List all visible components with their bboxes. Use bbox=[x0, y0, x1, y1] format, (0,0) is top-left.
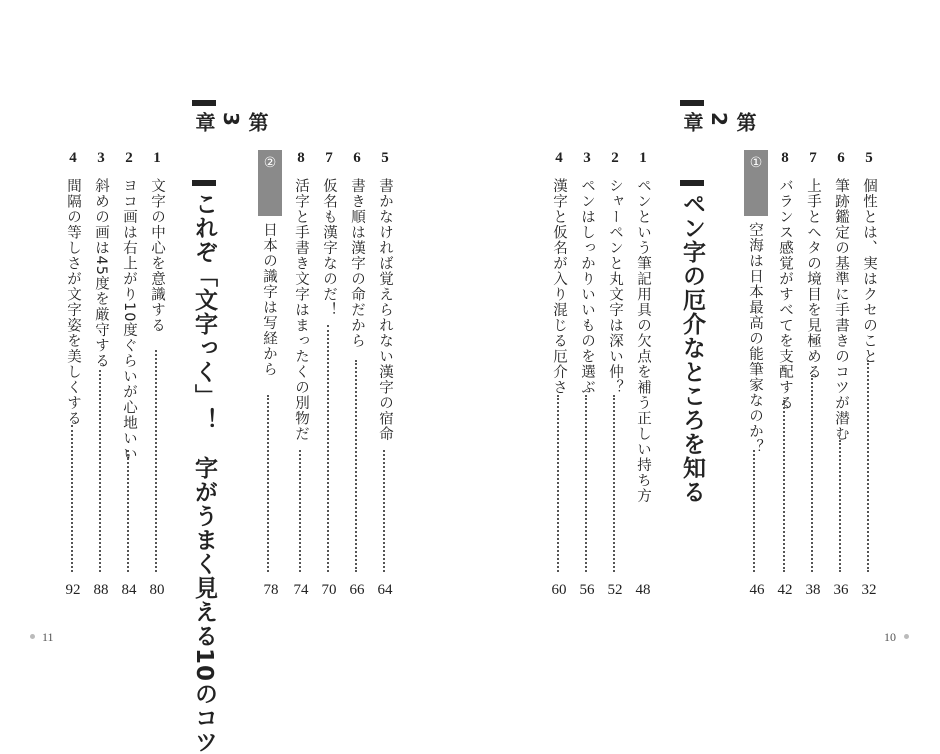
entry-title: 書かなければ覚えられない漢字の宿命 bbox=[377, 178, 393, 442]
column-label: コラム② bbox=[262, 155, 296, 200]
entry-title: 活字と手書き文字はまったくの別物だ bbox=[293, 178, 309, 442]
entry-number: 1 bbox=[153, 150, 161, 166]
entry-page: 32 bbox=[861, 582, 877, 598]
leader-dots bbox=[811, 375, 813, 572]
leader-dots bbox=[557, 395, 559, 572]
entry-page: 88 bbox=[93, 582, 109, 598]
chapter-label: 第3章 bbox=[192, 112, 269, 132]
leader-dots bbox=[783, 400, 785, 572]
chapter-bars bbox=[680, 180, 704, 186]
column-label: コラム① bbox=[748, 155, 782, 200]
chapter-bars bbox=[192, 100, 216, 106]
leader-dots bbox=[585, 395, 587, 572]
column-badge bbox=[258, 150, 296, 216]
chapter-title: これぞ「文字っく」！ 字がうまく見える10のコツ bbox=[191, 192, 217, 754]
leader-dots bbox=[383, 450, 385, 572]
entry-number: 3 bbox=[583, 150, 591, 166]
leader-dots bbox=[127, 450, 129, 572]
entry-number: 1 bbox=[639, 150, 647, 166]
page-bullet bbox=[30, 634, 35, 639]
page-number: 10 bbox=[884, 630, 896, 644]
entry-page: 74 bbox=[293, 582, 309, 598]
entry-title: 文字の中心を意識する bbox=[149, 178, 165, 333]
entry-title: バランス感覚がすべてを支配する bbox=[777, 178, 793, 411]
entry-number: 5 bbox=[865, 150, 873, 166]
entry-title: ペンという筆記用具の欠点を補う正しい持ち方 bbox=[635, 178, 651, 504]
entry-page: 48 bbox=[635, 582, 651, 598]
entry-page: 42 bbox=[777, 582, 793, 598]
entry-title: 間隔の等しさが文字姿を美しくする bbox=[65, 178, 81, 426]
chapter-title: ペン字の厄介なところを知る bbox=[679, 192, 705, 504]
entry-title: 漢字と仮名が入り混じる厄介さ bbox=[551, 178, 567, 395]
entry-page: 56 bbox=[579, 582, 595, 598]
page-number: 11 bbox=[42, 630, 54, 644]
entry-page: 84 bbox=[121, 582, 137, 598]
entry-number: 7 bbox=[809, 150, 817, 166]
leader-dots bbox=[327, 325, 329, 572]
entry-page: 78 bbox=[263, 582, 279, 598]
leader-dots bbox=[155, 350, 157, 572]
chapter-bars bbox=[680, 100, 704, 106]
leader-dots bbox=[71, 425, 73, 572]
entry-page: 60 bbox=[551, 582, 567, 598]
entry-number: 2 bbox=[125, 150, 133, 166]
entry-page: 38 bbox=[805, 582, 821, 598]
entry-page: 92 bbox=[65, 582, 81, 598]
entry-number: 6 bbox=[353, 150, 361, 166]
leader-dots bbox=[867, 360, 869, 572]
leader-dots bbox=[267, 395, 269, 572]
entry-title: シャーペンと丸文字は深い仲？ bbox=[607, 178, 623, 395]
entry-page: 64 bbox=[377, 582, 393, 598]
entry-title: 仮名も漢字なのだ！ bbox=[321, 178, 337, 318]
entry-title: 日本の識字は写経から bbox=[261, 222, 277, 377]
entry-title: ヨコ画は右上がり10度ぐらいが心地いい bbox=[121, 178, 137, 462]
chapter-label: 第2章 bbox=[680, 112, 757, 132]
entry-number: 4 bbox=[69, 150, 77, 166]
column-badge bbox=[744, 150, 782, 216]
entry-number: 8 bbox=[781, 150, 789, 166]
entry-page: 66 bbox=[349, 582, 365, 598]
entry-title: ペンはしっかりいいものを選ぶ bbox=[579, 178, 595, 395]
entry-title: 上手とヘタの境目を見極める bbox=[805, 178, 821, 380]
leader-dots bbox=[753, 450, 755, 572]
entry-number: 5 bbox=[381, 150, 389, 166]
entry-title: 筆跡鑑定の基準に手書きのコツが潜む bbox=[833, 178, 849, 442]
entry-title: 書き順は漢字の命だから bbox=[349, 178, 365, 349]
entry-page: 70 bbox=[321, 582, 337, 598]
entry-number: 2 bbox=[611, 150, 619, 166]
entry-page: 46 bbox=[749, 582, 765, 598]
entry-number: 4 bbox=[555, 150, 563, 166]
entry-page: 52 bbox=[607, 582, 623, 598]
entry-number: 8 bbox=[297, 150, 305, 166]
entry-title: 斜めの画は45度を厳守する bbox=[93, 178, 109, 369]
leader-dots bbox=[839, 440, 841, 572]
leader-dots bbox=[99, 370, 101, 572]
entry-number: 3 bbox=[97, 150, 105, 166]
entry-title: 個性とは、実はクセのこと bbox=[861, 178, 877, 364]
chapter-bars bbox=[192, 180, 216, 186]
entry-page: 80 bbox=[149, 582, 165, 598]
entry-number: 6 bbox=[837, 150, 845, 166]
page-bullet bbox=[904, 634, 909, 639]
entry-number: 7 bbox=[325, 150, 333, 166]
leader-dots bbox=[613, 395, 615, 572]
entry-title: 空海は日本最高の能筆家なのか？ bbox=[747, 222, 763, 455]
leader-dots bbox=[355, 360, 357, 572]
entry-page: 36 bbox=[833, 582, 849, 598]
leader-dots bbox=[299, 450, 301, 572]
